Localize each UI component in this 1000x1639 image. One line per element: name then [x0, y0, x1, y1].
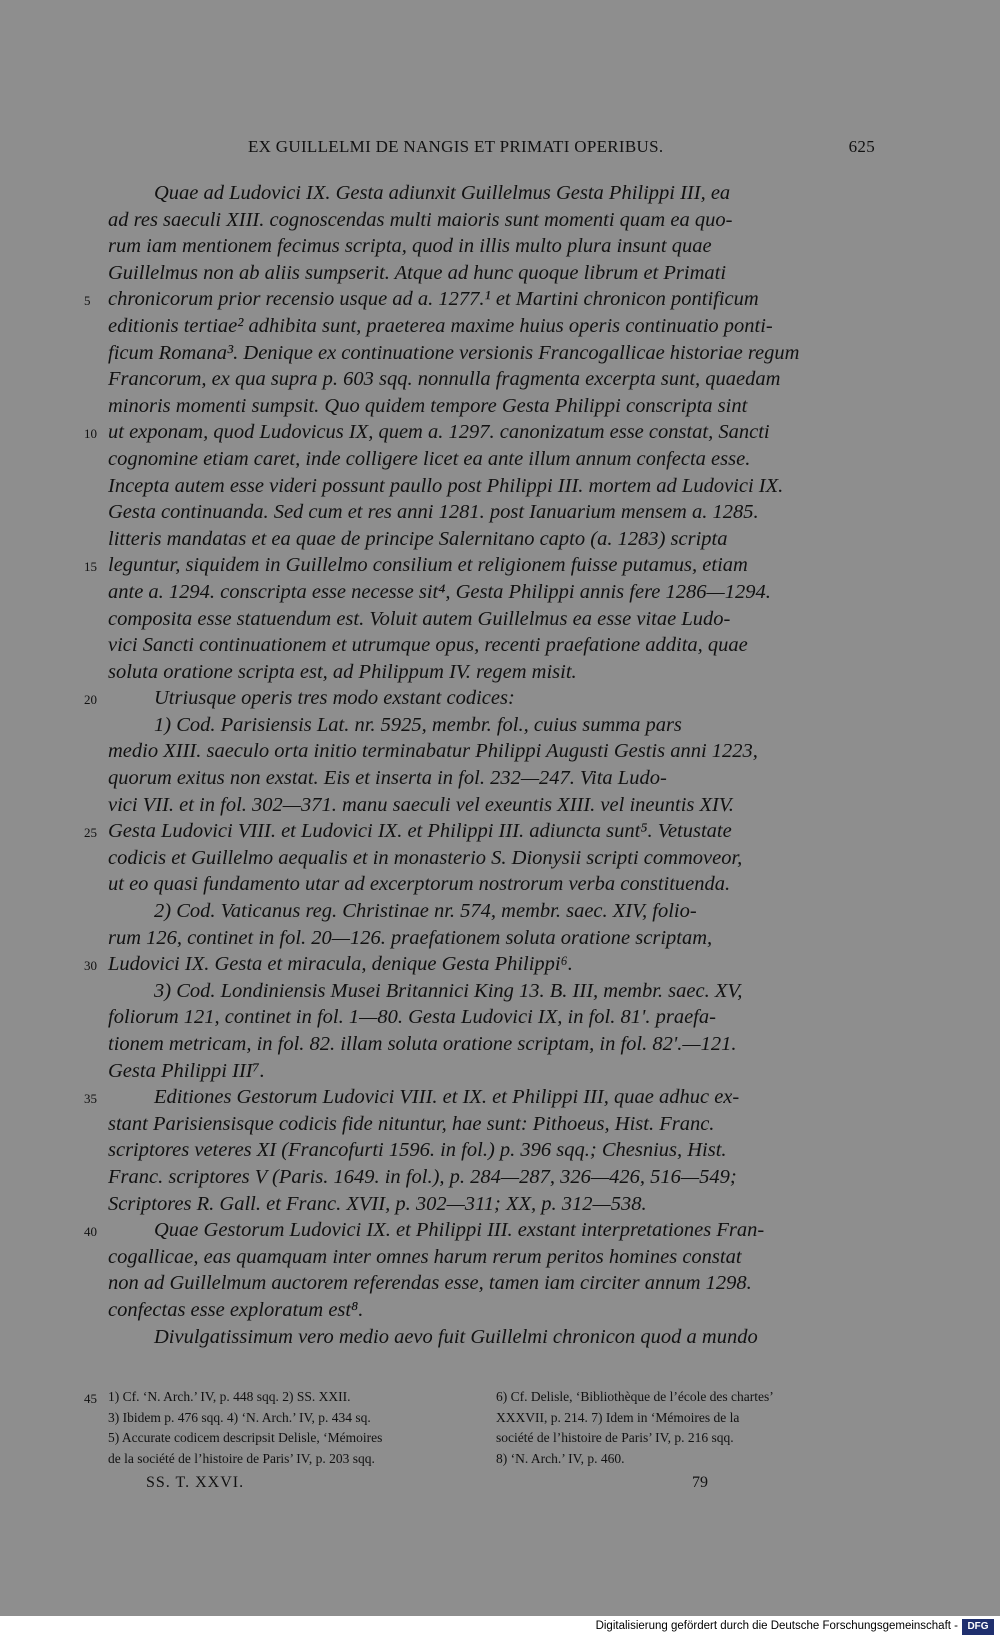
text-line: [108, 393, 875, 420]
line-text: medio XIII. saeculo orta initio terminabatur Philippi Augusti Gestis anni 1223,: [108, 740, 758, 763]
line-text: 3) Cod. Londiniensis Musei Britannici King 13. B. III, membr. saec. XV,: [154, 979, 743, 1002]
text-line: [84, 1084, 875, 1111]
text-line: [108, 260, 875, 287]
footnotes: [108, 1387, 875, 1471]
footnote-line: 6) Cf. Delisle, ‘Bibliothèque de l’école des chartes’: [496, 1389, 774, 1404]
text-line: [108, 606, 875, 633]
text-line: [108, 765, 875, 792]
text-line: [108, 1111, 875, 1138]
signature-number: 79: [692, 1474, 708, 1491]
line-text: 1) Cod. Parisiensis Lat. nr. 5925, membr. fol., cuius summa pars: [154, 713, 682, 736]
line-text: Incepta autem esse videri possunt paullo post Philippi III. mortem ad Ludovici IX.: [108, 474, 784, 497]
text-line: [108, 446, 875, 473]
line-text: Franc. scriptores V (Paris. 1649. in fol.), p. 284—287, 326—426, 516—549;: [108, 1165, 737, 1188]
text-line: [108, 233, 875, 260]
line-text: non ad Guillelmum auctorem referendas esse, tamen iam circiter annum 1298.: [108, 1272, 752, 1295]
text-line: [108, 925, 875, 952]
line-number: 10: [84, 426, 97, 442]
line-text: Scriptores R. Gall. et Franc. XVII, p. 302—311; XX, p. 312—538.: [108, 1192, 647, 1215]
line-number: 15: [84, 559, 97, 575]
line-text: Francorum, ex qua supra p. 603 sqq. nonnulla fragmenta excerpta sunt, quaedam: [108, 368, 781, 391]
line-text: cognomine etiam caret, inde colligere licet ea ante illum annum confecta esse.: [108, 447, 751, 470]
footnote-line: 5) Accurate codicem descripsit Delisle, ‘Mémoires: [108, 1430, 383, 1445]
line-text: vici VII. et in fol. 302—371. manu saeculi vel exeuntis XIII. vel ineuntis XIV.: [108, 793, 734, 816]
line-text: Utriusque operis tres modo exstant codices:: [154, 687, 515, 710]
footnotes-right-column: [496, 1387, 875, 1469]
main-text: [84, 180, 875, 1350]
line-text: Gesta continuanda. Sed cum et res anni 1281. post Ianuarium mensem a. 1285.: [108, 501, 759, 524]
text-line: [108, 1270, 875, 1297]
line-text: litteris mandatas et ea quae de principe Salernitano capto (a. 1283) scripta: [108, 527, 728, 550]
text-line: [84, 286, 875, 313]
line-text: ut eo quasi fundamento utar ad excerptorum nostrorum verba constituenda.: [108, 873, 731, 896]
footnote-line: 8) ‘N. Arch.’ IV, p. 460.: [496, 1450, 625, 1466]
text-line: [108, 207, 875, 234]
text-line: [108, 1324, 875, 1351]
line-text: Quae ad Ludovici IX. Gesta adiunxit Guillelmus Gesta Philippi III, ea: [154, 182, 731, 204]
line-text: Editiones Gestorum Ludovici VIII. et IX. et Philippi III, quae adhuc ex-: [154, 1086, 740, 1109]
line-text: ante a. 1294. conscripta esse necesse sit⁴, Gesta Philippi annis fere 1286—1294.: [108, 580, 771, 603]
line-text: ut exponam, quod Ludovicus IX, quem a. 1297. canonizatum esse constat, Sancti: [108, 421, 770, 444]
text-line: [84, 951, 875, 978]
line-text: Guillelmus non ab aliis sumpserit. Atque ad hunc quoque librum et Primati: [108, 261, 727, 284]
line-text: minoris momenti sumpsit. Quo quidem tempore Gesta Philippi conscripta sint: [108, 394, 748, 417]
text-line: [84, 552, 875, 579]
signature-mark: SS. T. XXVI.: [146, 1474, 245, 1491]
line-number: 35: [84, 1091, 97, 1107]
text-line: [108, 313, 875, 340]
line-text: vici Sancti continuationem et utrumque opus, recenti praefatione addita, quae: [108, 634, 748, 657]
line-text: foliorum 121, continet in fol. 1—80. Gesta Ludovici IX, in fol. 81'. praefa-: [108, 1006, 716, 1029]
line-text: 2) Cod. Vaticanus reg. Christinae nr. 574, membr. saec. XIV, folio-: [154, 900, 697, 923]
text-line: [108, 978, 875, 1005]
line-text: stant Parisiensisque codicis fide nituntur, hae sunt: Pithoeus, Hist. Franc.: [108, 1112, 715, 1135]
footnote-line: 3) Ibidem p. 476 sqq. 4) ‘N. Arch.’ IV, p. 434 sq.: [108, 1409, 371, 1425]
line-text: composita esse statuendum est. Voluit autem Guillelmus ea esse vitae Ludo-: [108, 607, 731, 630]
line-text: codicis et Guillelmo aequalis et in monasterio S. Dionysii scripti commoveor,: [108, 846, 743, 869]
footnotes-left-column: [108, 1387, 480, 1469]
text-line: [108, 340, 875, 367]
line-text: Gesta Ludovici VIII. et Ludovici IX. et Philippi III. adiuncta sunt⁵. Vetustate: [108, 820, 732, 843]
line-text: tionem metricam, in fol. 82. illam soluta oratione scriptam, in fol. 82'.—121.: [108, 1033, 737, 1055]
text-line: [108, 1164, 875, 1191]
text-line: [108, 659, 875, 686]
line-text: Gesta Philippi III⁷.: [108, 1059, 265, 1082]
text-line: [108, 845, 875, 872]
text-line: [108, 180, 875, 207]
footnote-line-number: 45: [84, 1391, 97, 1406]
line-number: 25: [84, 825, 97, 841]
line-text: editionis tertiae² adhibita sunt, praeterea maxime huius operis continuatio ponti-: [108, 314, 773, 337]
line-text: ad res saeculi XIII. cognoscendas multi maioris sunt momenti quam ea quo-: [108, 208, 733, 231]
line-text: Quae Gestorum Ludovici IX. et Philippi III. exstant interpretationes Fran-: [154, 1219, 765, 1242]
text-line: [108, 792, 875, 819]
text-line: [108, 712, 875, 739]
text-line: [108, 579, 875, 606]
dfg-logo-icon[interactable]: DFG: [962, 1619, 994, 1635]
line-text: Divulgatissimum vero medio aevo fuit Guillelmi chronicon quod a mundo: [154, 1325, 758, 1348]
footnote-line: 1) Cf. ‘N. Arch.’ IV, p. 448 sqq. 2) SS. XXII.: [108, 1389, 351, 1404]
text-line: [108, 1244, 875, 1271]
text-line: [108, 1137, 875, 1164]
text-line: [108, 1004, 875, 1031]
text-line: [108, 366, 875, 393]
line-text: ficum Romana³. Denique ex continuatione versionis Francogallicae historiae regum: [108, 341, 800, 364]
text-line: [108, 738, 875, 765]
text-line: [108, 898, 875, 925]
line-number: 40: [84, 1224, 97, 1240]
running-title: EX GUILLELMI DE NANGIS ET PRIMATI OPERIBUS.: [248, 137, 664, 156]
text-line: [108, 1058, 875, 1085]
line-number: 20: [84, 692, 97, 708]
line-text: confectas esse exploratum est⁸.: [108, 1298, 364, 1321]
text-line: [108, 473, 875, 500]
line-number: 5: [84, 293, 91, 309]
text-line: [108, 1297, 875, 1324]
footnote-line: société de l’histoire de Paris’ IV, p. 216 sqq.: [496, 1430, 734, 1445]
page-number: 625: [848, 137, 875, 156]
line-text: rum iam mentionem fecimus scripta, quod in illis multo plura insunt quae: [108, 235, 712, 258]
running-header: [108, 133, 875, 165]
digitization-bar: [0, 1616, 1000, 1639]
text-line: [108, 871, 875, 898]
text-line: [84, 419, 875, 446]
line-text: rum 126, continet in fol. 20—126. praefationem soluta oratione scriptam,: [108, 926, 713, 949]
footnote-line: XXXVII, p. 214. 7) Idem in ‘Mémoires de la: [496, 1409, 740, 1425]
line-number: 30: [84, 958, 97, 974]
line-text: chronicorum prior recensio usque ad a. 1277.¹ et Martini chronicon pontificum: [108, 288, 759, 311]
line-text: soluta oratione scripta est, ad Philippum IV. regem misit.: [108, 660, 577, 683]
text-line: [108, 499, 875, 526]
line-text: Ludovici IX. Gesta et miracula, denique Gesta Philippi⁶.: [108, 953, 573, 976]
line-text: quorum exitus non exstat. Eis et inserta in fol. 232—247. Vita Ludo-: [108, 767, 667, 790]
text-line: [84, 685, 875, 712]
text-line: [84, 1217, 875, 1244]
text-line: [108, 526, 875, 553]
text-line: [108, 1191, 875, 1218]
text-line: [84, 818, 875, 845]
line-text: scriptores veteres XI (Francofurti 1596. in fol.) p. 396 sqq.; Chesnius, Hist.: [108, 1139, 727, 1162]
digitization-note: Digitalisierung gefördert durch die Deutsche Forschungsgemeinschaft -: [595, 1620, 958, 1632]
text-line: [108, 1031, 875, 1058]
text-line: [108, 632, 875, 659]
line-text: leguntur, siquidem in Guillelmo consilium et religionem fuisse putamus, etiam: [108, 554, 748, 577]
footnote-line: de la société de l’histoire de Paris’ IV, p. 203 sqq.: [108, 1450, 375, 1466]
line-text: cogallicae, eas quamquam inter omnes harum rerum peritos homines constat: [108, 1245, 742, 1268]
